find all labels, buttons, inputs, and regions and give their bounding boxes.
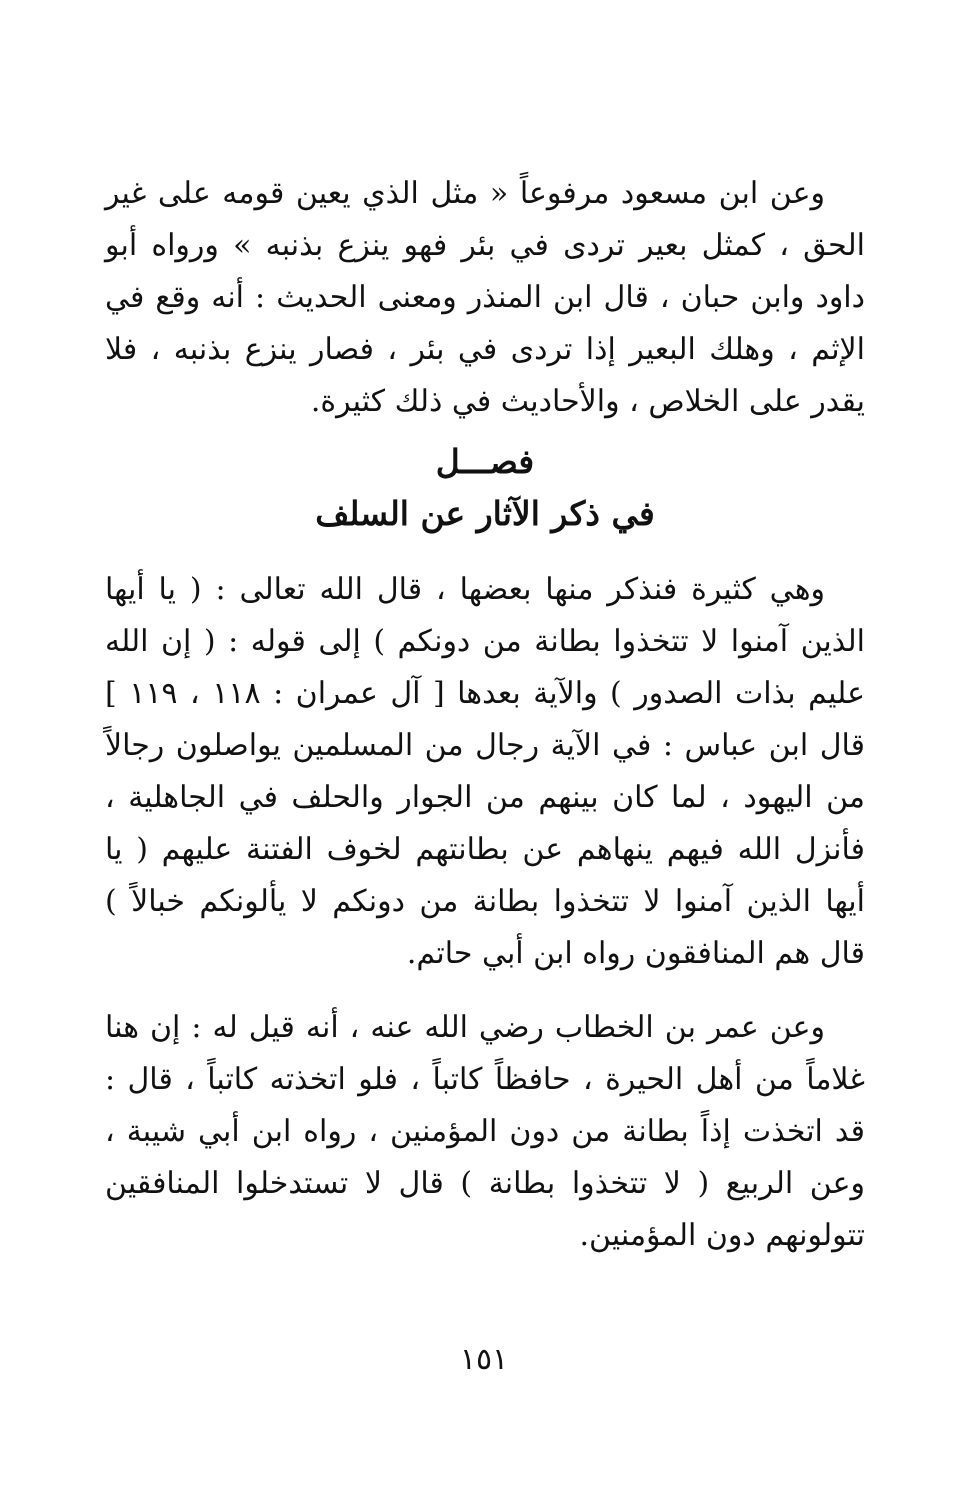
section-title: فصـــل xyxy=(435,442,535,481)
paragraph-quran-verse-commentary: وهي كثيرة فنذكر منها بعضها ، قال الله تعالى : ( يا أيها الذين آمنوا لا تتخذوا بطانة من دونكم ) إلى قوله : ( إن الله عليم بذات الصدور ) والآية بعدها [ آل عمران : ١١٨ ، ١١٩ ] قال ابن عباس : في الآية رجال من المسلمين يواصلون رجالاً من اليهود ، لما كان بينهم من الجوار والحلف في الجاهلية ، فأنزل الله فيهم ينهاهم عن بطانتهم لخوف الفتنة عليهم ( يا أيها الذين آمنوا لا تتخذوا بطانة من دونكم لا يألونكم خبالاً ) قال هم المنافقون رواه ابن أبي حاتم. xyxy=(105,572,865,971)
page-body xyxy=(105,168,865,1262)
paragraph-ibn-masud-hadith: وعن ابن مسعود مرفوعاً « مثل الذي يعين قومه على غير الحق ، كمثل بعير تردى في بئر فهو ينزع بذنبه » ورواه أبو داود وابن حبان ، قال ابن المنذر ومعنى الحديث : أنه وقع في الإثم ، وهلك البعير إذا تردى في بئر ، فصار ينزع بذنبه ، فلا يقدر على الخلاص ، والأحاديث في ذلك كثيرة. xyxy=(105,176,865,419)
section-subtitle: في ذكر الآثار عن السلف xyxy=(315,494,655,533)
page-number: ١٥١ xyxy=(459,1342,509,1377)
paragraph-umar-narration: وعن عمر بن الخطاب رضي الله عنه ، أنه قيل له : إن هنا غلاماً من أهل الحيرة ، حافظاً كاتباً ، فلو اتخذته كاتباً ، قال : قد اتخذت إذاً بطانة من دون المؤمنين ، رواه ابن أبي شيبة ، وعن الربيع ( لا تتخذوا بطانة ) قال لا تستدخلوا المنافقين تتولونهم دون المؤمنين. xyxy=(105,1010,865,1253)
